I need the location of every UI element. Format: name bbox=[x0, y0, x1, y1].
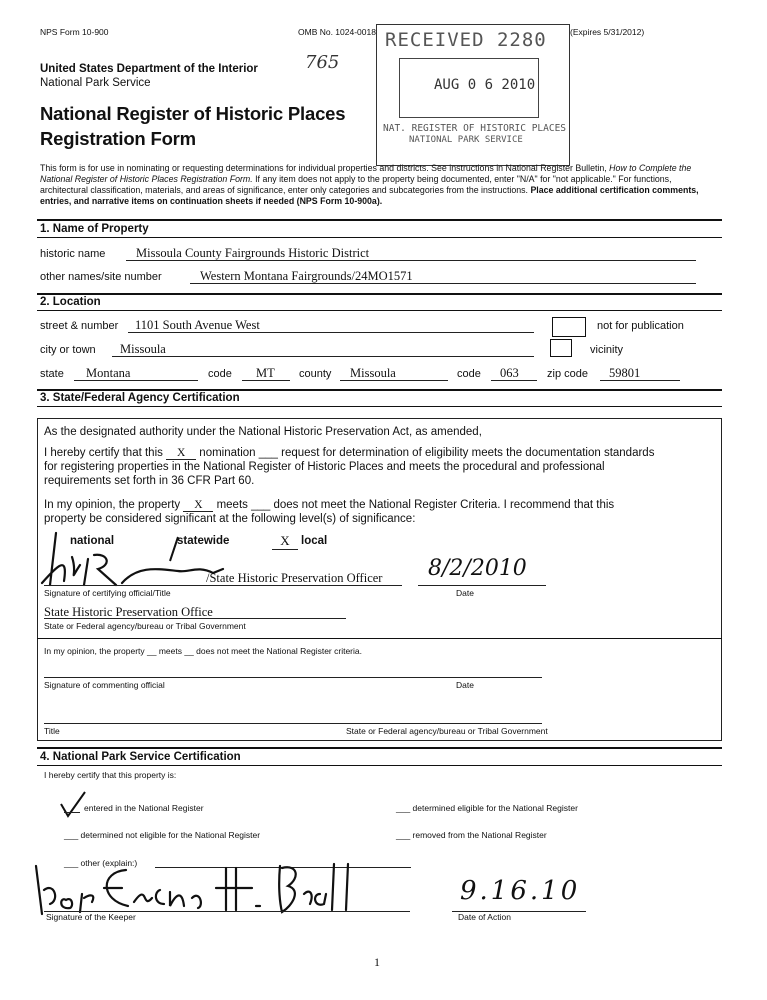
state-code-label: code bbox=[208, 368, 232, 380]
omb-number: OMB No. 1024-0018 bbox=[298, 27, 376, 37]
opinion-statement: In my opinion, the property X meets ___ does not meet the National Register Criteria. I recommend that this bbox=[44, 499, 615, 511]
not-for-publication-checkbox[interactable] bbox=[552, 317, 586, 337]
stamp-date-box bbox=[399, 58, 539, 118]
field-line bbox=[190, 283, 696, 284]
commenting-signature-label: Signature of commenting official bbox=[44, 680, 165, 690]
office-label: State or Federal agency/bureau or Tribal Government bbox=[44, 621, 246, 631]
authority-statement: As the designated authority under the National Historic Preservation Act, as amended, bbox=[44, 426, 482, 438]
section-2-heading: 2. Location bbox=[40, 296, 101, 308]
street-value[interactable]: 1101 South Avenue West bbox=[135, 318, 260, 332]
field-line bbox=[491, 380, 537, 381]
department-name: United States Department of the Interior bbox=[40, 63, 258, 75]
section-3-heading: 3. State/Federal Agency Certification bbox=[40, 392, 240, 404]
county-code-value[interactable]: 063 bbox=[500, 366, 519, 380]
level-local[interactable]: local bbox=[301, 535, 328, 547]
historic-name-label: historic name bbox=[40, 248, 106, 260]
received-stamp bbox=[376, 24, 570, 166]
commenting-opinion: In my opinion, the property __ meets __ does not meet the National Register criteria. bbox=[44, 646, 362, 656]
certify-line-2: for registering properties in the National Register of Historic Places and meets the procedural and professional bbox=[44, 461, 605, 473]
stamp-date: AUG 0 6 2010 bbox=[434, 77, 536, 93]
other-names-label: other names/site number bbox=[40, 271, 162, 283]
section-divider bbox=[37, 406, 722, 407]
not-eligible-option[interactable]: ___ determined not eligible for the National Register bbox=[64, 830, 261, 840]
field-line bbox=[126, 260, 696, 261]
intro-paragraph: This form is for use in nominating or requesting determinations for individual properties and districts. See instructions in National Register Bulletin, How to Complete the National Register of Historic Places Registration Form. If any item does not apply to the property being documented, enter "N/A" for "not applicable." For functions, architectural classification, materials, and areas of significance, enter only categories and subcategories from the instructions. Place additional certification comments, entries, and narrative items on continuation sheets if needed (NPS Form 10-900a). bbox=[40, 163, 699, 206]
signature-label: Signature of certifying official/Title bbox=[44, 588, 171, 598]
level-statewide[interactable]: statewide bbox=[177, 535, 230, 547]
section-divider bbox=[37, 293, 722, 295]
state-value[interactable]: Montana bbox=[86, 366, 131, 380]
state-code-value[interactable]: MT bbox=[256, 366, 275, 380]
vicinity-label: vicinity bbox=[590, 344, 624, 356]
state-label: state bbox=[40, 368, 64, 380]
city-value[interactable]: Missoula bbox=[120, 342, 166, 356]
stamp-nps: NATIONAL PARK SERVICE bbox=[409, 135, 523, 145]
signer-title: /State Historic Preservation Officer bbox=[206, 571, 383, 585]
keeper-certify: I hereby certify that this property is: bbox=[44, 770, 177, 780]
field-line bbox=[74, 380, 198, 381]
handwritten-reference: 765 bbox=[305, 52, 340, 73]
field-line bbox=[340, 380, 448, 381]
entered-option[interactable]: entered in the National Register bbox=[84, 803, 204, 813]
agency-name: National Park Service bbox=[40, 77, 151, 89]
page-number: 1 bbox=[374, 955, 380, 969]
signature-date: 8/2/2010 bbox=[428, 556, 527, 581]
zip-label: zip code bbox=[547, 368, 588, 380]
section-divider bbox=[37, 219, 722, 221]
action-date-label: Date of Action bbox=[458, 912, 511, 922]
date-label: Date bbox=[456, 588, 474, 598]
section-divider bbox=[37, 389, 722, 391]
not-for-publication-label: not for publication bbox=[597, 320, 684, 332]
field-line bbox=[242, 380, 290, 381]
historic-name-value[interactable]: Missoula County Fairgrounds Historic District bbox=[136, 246, 370, 260]
expiration-date: (Expires 5/31/2012) bbox=[570, 27, 645, 37]
local-mark[interactable]: X bbox=[272, 533, 298, 550]
section-divider bbox=[37, 765, 722, 766]
field-line bbox=[44, 723, 542, 724]
meets-mark[interactable]: X bbox=[183, 499, 213, 512]
commenting-date-label: Date bbox=[456, 680, 474, 690]
action-date: 9.16.10 bbox=[460, 876, 581, 906]
street-label: street & number bbox=[40, 320, 119, 332]
field-line bbox=[44, 677, 542, 678]
section-divider bbox=[37, 310, 722, 311]
vicinity-checkbox[interactable] bbox=[550, 339, 572, 357]
field-line bbox=[128, 332, 534, 333]
section-divider bbox=[37, 638, 722, 639]
section-1-heading: 1. Name of Property bbox=[40, 223, 149, 235]
field-line bbox=[600, 380, 680, 381]
section-divider bbox=[37, 747, 722, 749]
level-national[interactable]: national bbox=[70, 535, 115, 547]
other-names-value[interactable]: Western Montana Fairgrounds/24MO1571 bbox=[200, 269, 413, 283]
zip-value[interactable]: 59801 bbox=[609, 366, 641, 380]
other-option[interactable]: ___ other (explain:) bbox=[64, 858, 138, 868]
county-label: county bbox=[299, 368, 332, 380]
title-agency-label: State or Federal agency/bureau or Tribal Government bbox=[346, 726, 548, 736]
stamp-received: RECEIVED 2280 bbox=[385, 29, 547, 51]
opinion-line-2: property be considered significant at the following level(s) of significance: bbox=[44, 513, 416, 525]
field-line bbox=[64, 812, 80, 813]
removed-option[interactable]: ___ removed from the National Register bbox=[396, 830, 547, 840]
determined-eligible-option[interactable]: ___ determined eligible for the National Register bbox=[396, 803, 578, 813]
county-value[interactable]: Missoula bbox=[350, 366, 396, 380]
stamp-register: NAT. REGISTER OF HISTORIC PLACES bbox=[383, 123, 567, 134]
certify-line-3: requirements set forth in 36 CFR Part 60. bbox=[44, 475, 255, 487]
keeper-signature bbox=[30, 860, 390, 918]
form-title: National Register of Historic Places bbox=[40, 103, 346, 124]
title-label: Title bbox=[44, 726, 60, 736]
keeper-signature-label: Signature of the Keeper bbox=[46, 912, 136, 922]
field-line bbox=[418, 585, 546, 586]
field-line bbox=[44, 585, 402, 586]
field-line bbox=[112, 356, 534, 357]
section-4-heading: 4. National Park Service Certification bbox=[40, 751, 241, 763]
section-divider bbox=[37, 237, 722, 238]
county-code-label: code bbox=[457, 368, 481, 380]
city-label: city or town bbox=[40, 344, 96, 356]
form-subtitle: Registration Form bbox=[40, 128, 196, 149]
certify-statement: I hereby certify that this X nomination ___ request for determination of eligibility meets the documentation standards bbox=[44, 447, 655, 459]
field-line bbox=[44, 618, 346, 619]
nomination-mark[interactable]: X bbox=[166, 447, 196, 460]
form-number: NPS Form 10-900 bbox=[40, 27, 109, 37]
office-name: State Historic Preservation Office bbox=[44, 605, 213, 619]
